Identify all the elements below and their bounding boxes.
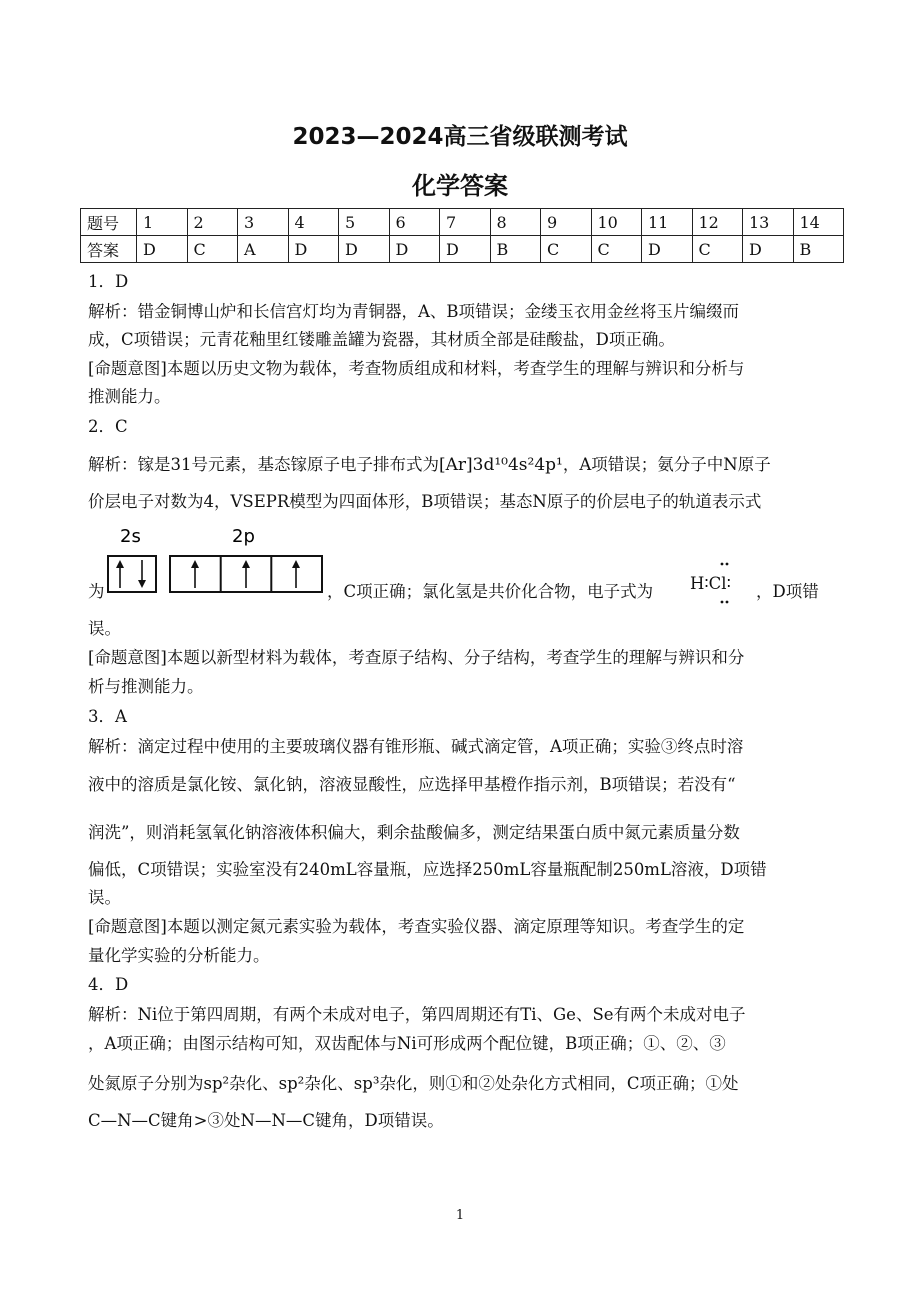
q4-analysis-line: ，A项正确；由图示结构可知，双齿配体与Ni可形成两个配位键，B项正确；①、②、③	[88, 1034, 726, 1053]
orbital-box-2s	[108, 556, 156, 592]
q4-heading: 4．D	[88, 975, 129, 994]
up-arrow-icon	[191, 560, 199, 588]
table-cell: 12	[692, 209, 743, 236]
orbital-diagram	[106, 526, 326, 596]
orbital-label-2s: 2s	[120, 526, 141, 547]
q3-analysis-line: 解析：滴定过程中使用的主要玻璃仪器有锥形瓶、碱式滴定管，A项正确；实验③终点时溶	[88, 737, 744, 756]
hcl-electron-formula: H∶Cl∶	[690, 574, 731, 593]
up-arrow-icon	[292, 560, 300, 588]
table-header-cell: 答案	[81, 236, 137, 263]
q3-heading: 3．A	[88, 707, 127, 726]
page-subtitle: 化学答案	[412, 172, 508, 200]
q1-intent-line: 推测能力。	[88, 387, 171, 406]
table-cell: 4	[288, 209, 339, 236]
q2-analysis-line: ，C项正确；氯化氢是共价化合物，电子式为	[327, 582, 654, 601]
table-cell: 14	[793, 209, 844, 236]
q2-prefix: 为	[88, 582, 105, 601]
q1-analysis-line: 成，C项错误；元青花釉里红镂雕盖罐为瓷器，其材质全部是硅酸盐，D项正确。	[88, 330, 675, 349]
table-cell: 1	[137, 209, 188, 236]
q3-intent-line: [命题意图]本题以测定氮元素实验为载体，考查实验仪器、滴定原理等知识。考查学生的定	[88, 917, 745, 936]
q3-analysis-line: 偏低，C项错误；实验室没有240mL容量瓶，应选择250mL容量瓶配制250mL溶液，D项错	[88, 860, 767, 879]
q3-analysis-line: 误。	[88, 888, 121, 907]
answer-table	[80, 208, 844, 263]
table-cell: D	[137, 236, 188, 263]
table-row-numbers	[81, 209, 844, 236]
table-cell: 9	[541, 209, 592, 236]
table-cell: B	[490, 236, 541, 263]
q2-analysis-line: ，D项错	[756, 582, 819, 601]
table-row-answers	[81, 236, 844, 263]
table-cell: 6	[389, 209, 440, 236]
q3-analysis-line: 液中的溶质是氯化铵、氯化钠，溶液显酸性，应选择甲基橙作指示剂，B项错误；若没有“	[88, 775, 736, 794]
table-cell: D	[642, 236, 693, 263]
q2-intent-line: [命题意图]本题以新型材料为载体，考查原子结构、分子结构，考查学生的理解与辨识和分	[88, 648, 745, 667]
table-cell: D	[389, 236, 440, 263]
q2-text: 解析：镓是31号元素，基态镓原子电子排布式为	[88, 455, 439, 474]
q4-analysis-line: C—N—C键角>③处N—N—C键角，D项错误。	[88, 1111, 444, 1130]
electron-dots	[716, 560, 756, 610]
page-number: 1	[455, 1208, 465, 1223]
table-cell: 11	[642, 209, 693, 236]
table-cell: 13	[743, 209, 794, 236]
q3-analysis-line: 润洗”，则消耗氢氧化钠溶液体积偏大，剩余盐酸偏多，测定结果蛋白质中氮元素质量分数	[88, 823, 740, 842]
table-cell: A	[238, 236, 289, 263]
table-cell: 7	[440, 209, 491, 236]
table-cell: D	[440, 236, 491, 263]
table-header-cell: 题号	[81, 209, 137, 236]
q2-analysis-line	[88, 454, 771, 476]
q2-heading: 2．C	[88, 417, 128, 436]
page-title: 2023—2024高三省级联测考试	[292, 124, 628, 150]
table-cell: 2	[187, 209, 238, 236]
q1-heading: 1．D	[88, 272, 129, 291]
table-cell: D	[288, 236, 339, 263]
q2-analysis-line: 价层电子对数为4，VSEPR模型为四面体形，B项错误；基态N原子的价层电子的轨道表示式	[88, 492, 762, 511]
table-cell: 8	[490, 209, 541, 236]
q4-analysis-line: 处氮原子分别为sp²杂化、sp²杂化、sp³杂化，则①和②处杂化方式相同，C项正确；①处	[88, 1074, 739, 1093]
q2-analysis-line: 误。	[88, 619, 121, 638]
q2-intent-line: 析与推测能力。	[88, 677, 204, 696]
table-cell: C	[187, 236, 238, 263]
table-cell: D	[743, 236, 794, 263]
table-cell: 3	[238, 209, 289, 236]
q1-intent-line: [命题意图]本题以历史文物为载体，考查物质组成和材料，考查学生的理解与辨识和分析与	[88, 359, 745, 378]
table-cell: 5	[339, 209, 390, 236]
up-arrow-icon	[116, 560, 124, 588]
orbital-label-2p: 2p	[232, 526, 255, 547]
q3-intent-line: 量化学实验的分析能力。	[88, 946, 270, 965]
table-cell: B	[793, 236, 844, 263]
table-cell: C	[692, 236, 743, 263]
table-cell: C	[591, 236, 642, 263]
q2-text: ，A项错误；氨分子中N原子	[562, 455, 771, 474]
table-cell: 10	[591, 209, 642, 236]
table-cell: D	[339, 236, 390, 263]
electron-configuration: [Ar]3d¹⁰4s²4p¹	[439, 455, 563, 475]
q4-analysis-line: 解析：Ni位于第四周期，有两个未成对电子，第四周期还有Ti、Ge、Se有两个未成对电子	[88, 1005, 746, 1024]
q1-analysis-line: 解析：错金铜博山炉和长信宫灯均为青铜器，A、B项错误；金缕玉衣用金丝将玉片编缀而	[88, 302, 740, 321]
up-arrow-icon	[242, 560, 250, 588]
down-arrow-icon	[138, 560, 146, 588]
table-cell: C	[541, 236, 592, 263]
